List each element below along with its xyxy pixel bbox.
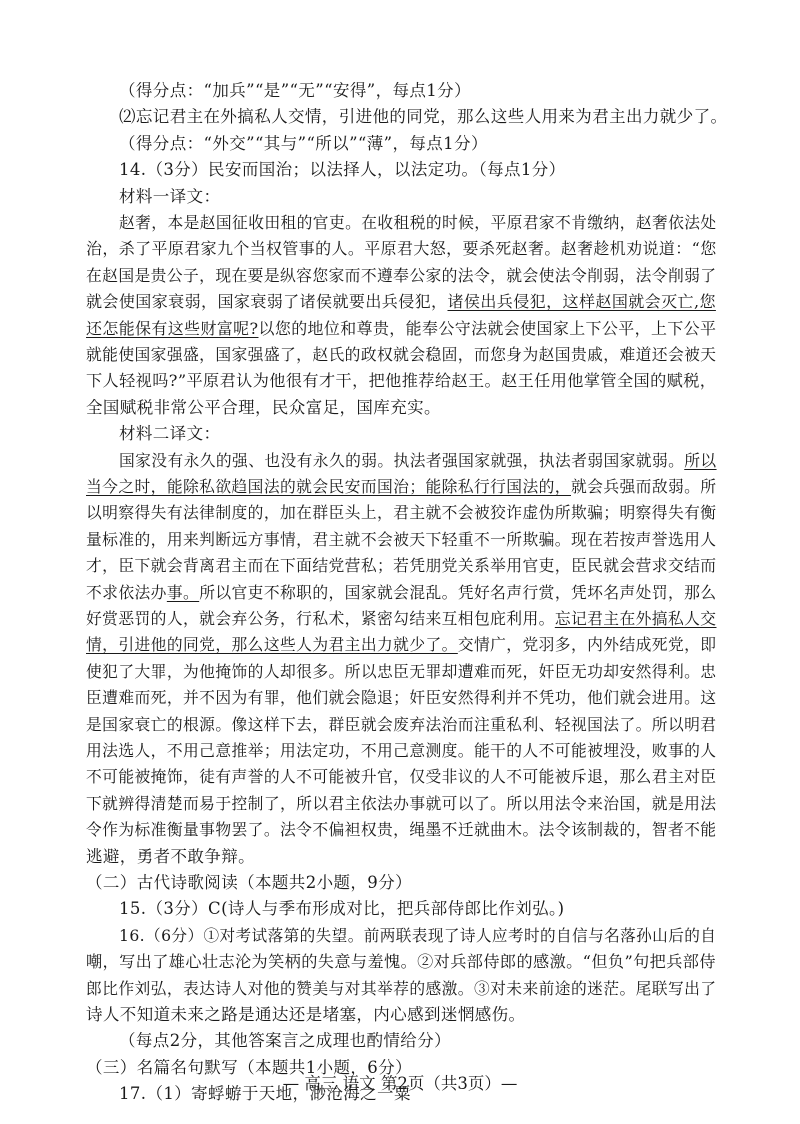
underlined-text: 忘记君主在外搞私人交 <box>554 609 717 628</box>
text-line <box>119 1030 451 1052</box>
text-line <box>86 608 716 630</box>
text-line <box>86 661 716 683</box>
text-line <box>119 898 565 920</box>
text-line <box>119 80 471 102</box>
text-segment: 是国家衰亡的根源。像这样下去，群臣就会废弃法治而注重私利、轻视国法了。所以明君 <box>86 715 717 734</box>
text-segment: 以您的地位和尊贵，能奉公守法就会使国家上下公平，上下公平 <box>258 319 717 338</box>
text-segment: 交情广，党羽多，内外结成死党，即 <box>457 635 717 654</box>
text-line <box>86 951 716 973</box>
text-segment: （二）古代诗歌阅读（本题共2小题，9分） <box>86 873 412 892</box>
text-line <box>86 476 716 498</box>
text-line <box>86 714 716 736</box>
text-segment: （三）名篇名句默写（本题共1小题，6分） <box>86 1058 412 1077</box>
text-line <box>119 925 716 947</box>
text-segment: （得分点：“外交”“其与”“所以”“薄”，每点1分） <box>119 134 488 153</box>
text-segment: 嘲，写出了雄心壮志沦为笑柄的失意与羞愧。②对兵部侍郎的感激。“但负”句把兵部侍 <box>86 952 716 971</box>
text-line <box>86 344 716 366</box>
text-segment: 就能使国家强盛，国家强盛了，赵氏的政权就会稳固，而您身为赵国贵戚，难道还会被天 <box>86 345 717 364</box>
text-line <box>86 318 716 340</box>
text-segment: 以明察得失有法律制度的，加在群臣头上，君主就不会被狡诈虚伪所欺骗；明察得失有衡 <box>86 503 717 522</box>
underlined-text: 所以 <box>684 451 717 470</box>
text-segment: 就会使国家衰弱，国家衰弱了诸侯就要出兵侵犯， <box>86 292 448 311</box>
text-segment: 下就辨得清楚而易于控制了，所以君主依法办事就可以了。所以用法令来治国，就是用法 <box>86 794 717 813</box>
text-line <box>119 106 727 128</box>
text-line <box>86 238 717 260</box>
text-segment: 令作为标准衡量事物罢了。法令不偏袒权贵，绳墨不迁就曲木。法令该制裁的，智者不能 <box>86 820 717 839</box>
text-line <box>119 133 488 155</box>
text-line <box>86 555 716 577</box>
text-line <box>86 978 716 1000</box>
text-line <box>86 529 716 551</box>
text-line <box>86 740 716 762</box>
text-line <box>119 186 220 208</box>
text-segment: 15.（3分）C(诗人与季布形成对比，把兵部侍郎比作刘弘。) <box>119 899 565 918</box>
text-segment: 全国赋税非常公平合理，民众富足，国库充实。 <box>86 398 441 417</box>
text-segment: 郎比作刘弘，表达诗人对他的赞美与对其举荐的感激。③对未来前途的迷茫。尾联写出了 <box>86 979 717 998</box>
text-line <box>119 159 566 181</box>
underlined-text: 情，引进他的同党，那么这些人为君主出力就少了。 <box>86 635 458 654</box>
text-segment: 在赵国是贵公子，现在要是纵容您家而不遵奉公家的法令，就会使法令削弱，法令削弱了 <box>86 266 717 285</box>
text-segment: 赵奢，本是赵国征收田租的官吏。在收租税的时候，平原君家不肯缴纳，赵奢依法处 <box>119 213 717 232</box>
text-line <box>86 819 716 841</box>
text-line <box>86 397 441 419</box>
text-segment: ⑵忘记君主在外搞私人交情，引进他的同党，那么这些人用来为君主出力就少了。 <box>119 107 728 126</box>
text-line <box>86 766 716 788</box>
text-segment: 用法选人，不用己意推举；用法定功，不用己意测度。能干的人不可能被埋没，败事的人 <box>86 741 717 760</box>
text-segment: 才，臣下就会背离君主而在下面结党营私；若凭朋党关系举用官吏，臣民就会营求交结而 <box>86 556 717 575</box>
text-line <box>86 634 716 656</box>
text-segment: 16.（6分）①对考试落第的失望。前两联表现了诗人应考时的自信与名落孙山后的自 <box>119 926 717 945</box>
text-segment: 材料一译文： <box>119 187 221 206</box>
text-segment: 臣遭难而死，并不因为有罪，他们就会隐退；奸臣安然得利并不凭功，他们就会进用。这 <box>86 688 717 707</box>
text-segment: （每点2分，其他答案言之成理也酌情给分） <box>119 1031 451 1050</box>
text-line <box>86 265 716 287</box>
underlined-text: 当今之时，能除私欲趋国法的就会民安而国治；能除私行行国法的， <box>86 477 571 496</box>
text-segment: 材料二译文： <box>119 424 221 443</box>
text-segment: 下人轻视吗?”平原君认为他很有才干，把他推荐给赵王。赵王任用他掌管全国的赋税， <box>86 371 717 390</box>
text-segment: 量标准的，用来判断远方事情，君主就不会被天下轻重不一所欺骗。现在若按声誉选用人 <box>86 530 717 549</box>
text-segment: 就会兵强而敌弱。所 <box>570 477 717 496</box>
underlined-text: 还怎能保有这些财富呢? <box>86 319 259 338</box>
text-line <box>119 450 717 472</box>
underlined-text: 诸侯出兵侵犯，这样赵国就会灭亡,您 <box>447 292 716 311</box>
text-segment: 逃避，勇者不敢争辩。 <box>86 847 255 866</box>
underlined-text: 事。 <box>166 583 200 602</box>
text-segment: 治，杀了平原君家九个当权管事的人。平原君大怒，要杀死赵奢。赵奢趁机劝说道：“您 <box>86 239 717 258</box>
text-segment: 所以官吏不称职的，国家就会混乱。凭好名声行赏，凭坏名声处罚，那么 <box>199 583 717 602</box>
page-footer: — 高三 语文 第2页（共3页）— <box>282 1074 518 1093</box>
text-line <box>86 872 412 894</box>
text-line <box>86 291 716 313</box>
text-line <box>86 502 716 524</box>
text-line <box>86 687 716 709</box>
text-segment: 14.（3分）民安而国治；以法择人，以法定功。（每点1分） <box>119 160 566 179</box>
text-line <box>86 370 716 392</box>
text-segment: 使犯了大罪，为他掩饰的人却很多。所以忠臣无罪却遭难而死，奸臣无功却安然得利。忠 <box>86 662 717 681</box>
text-line <box>86 846 255 868</box>
text-segment: 17.（1）寄蜉蝣于天地，渺沧海之一粟 <box>119 1084 411 1103</box>
text-segment: 不求依法办 <box>86 583 167 602</box>
text-line <box>86 582 717 604</box>
text-segment: 国家没有永久的强、也没有永久的弱。执法者强国家就强，执法者弱国家就弱。 <box>119 451 685 470</box>
text-segment: 不可能被掩饰，徒有声誉的人不可能被升官，仅受非议的人不可能被斥退，那么君主对臣 <box>86 767 717 786</box>
text-line <box>119 423 220 445</box>
text-segment: 好赏恶罚的人，就会弃公务，行私术，紧密勾结来互相包庇利用。 <box>86 609 555 628</box>
text-line <box>119 212 717 234</box>
text-line <box>86 793 716 815</box>
text-line <box>86 1004 525 1026</box>
text-segment: 诗人不知道未来之路是通达还是堵塞，内心感到迷惘感伤。 <box>86 1005 526 1024</box>
text-segment: （得分点：“加兵”“是”“无”“安得”，每点1分） <box>119 81 471 100</box>
